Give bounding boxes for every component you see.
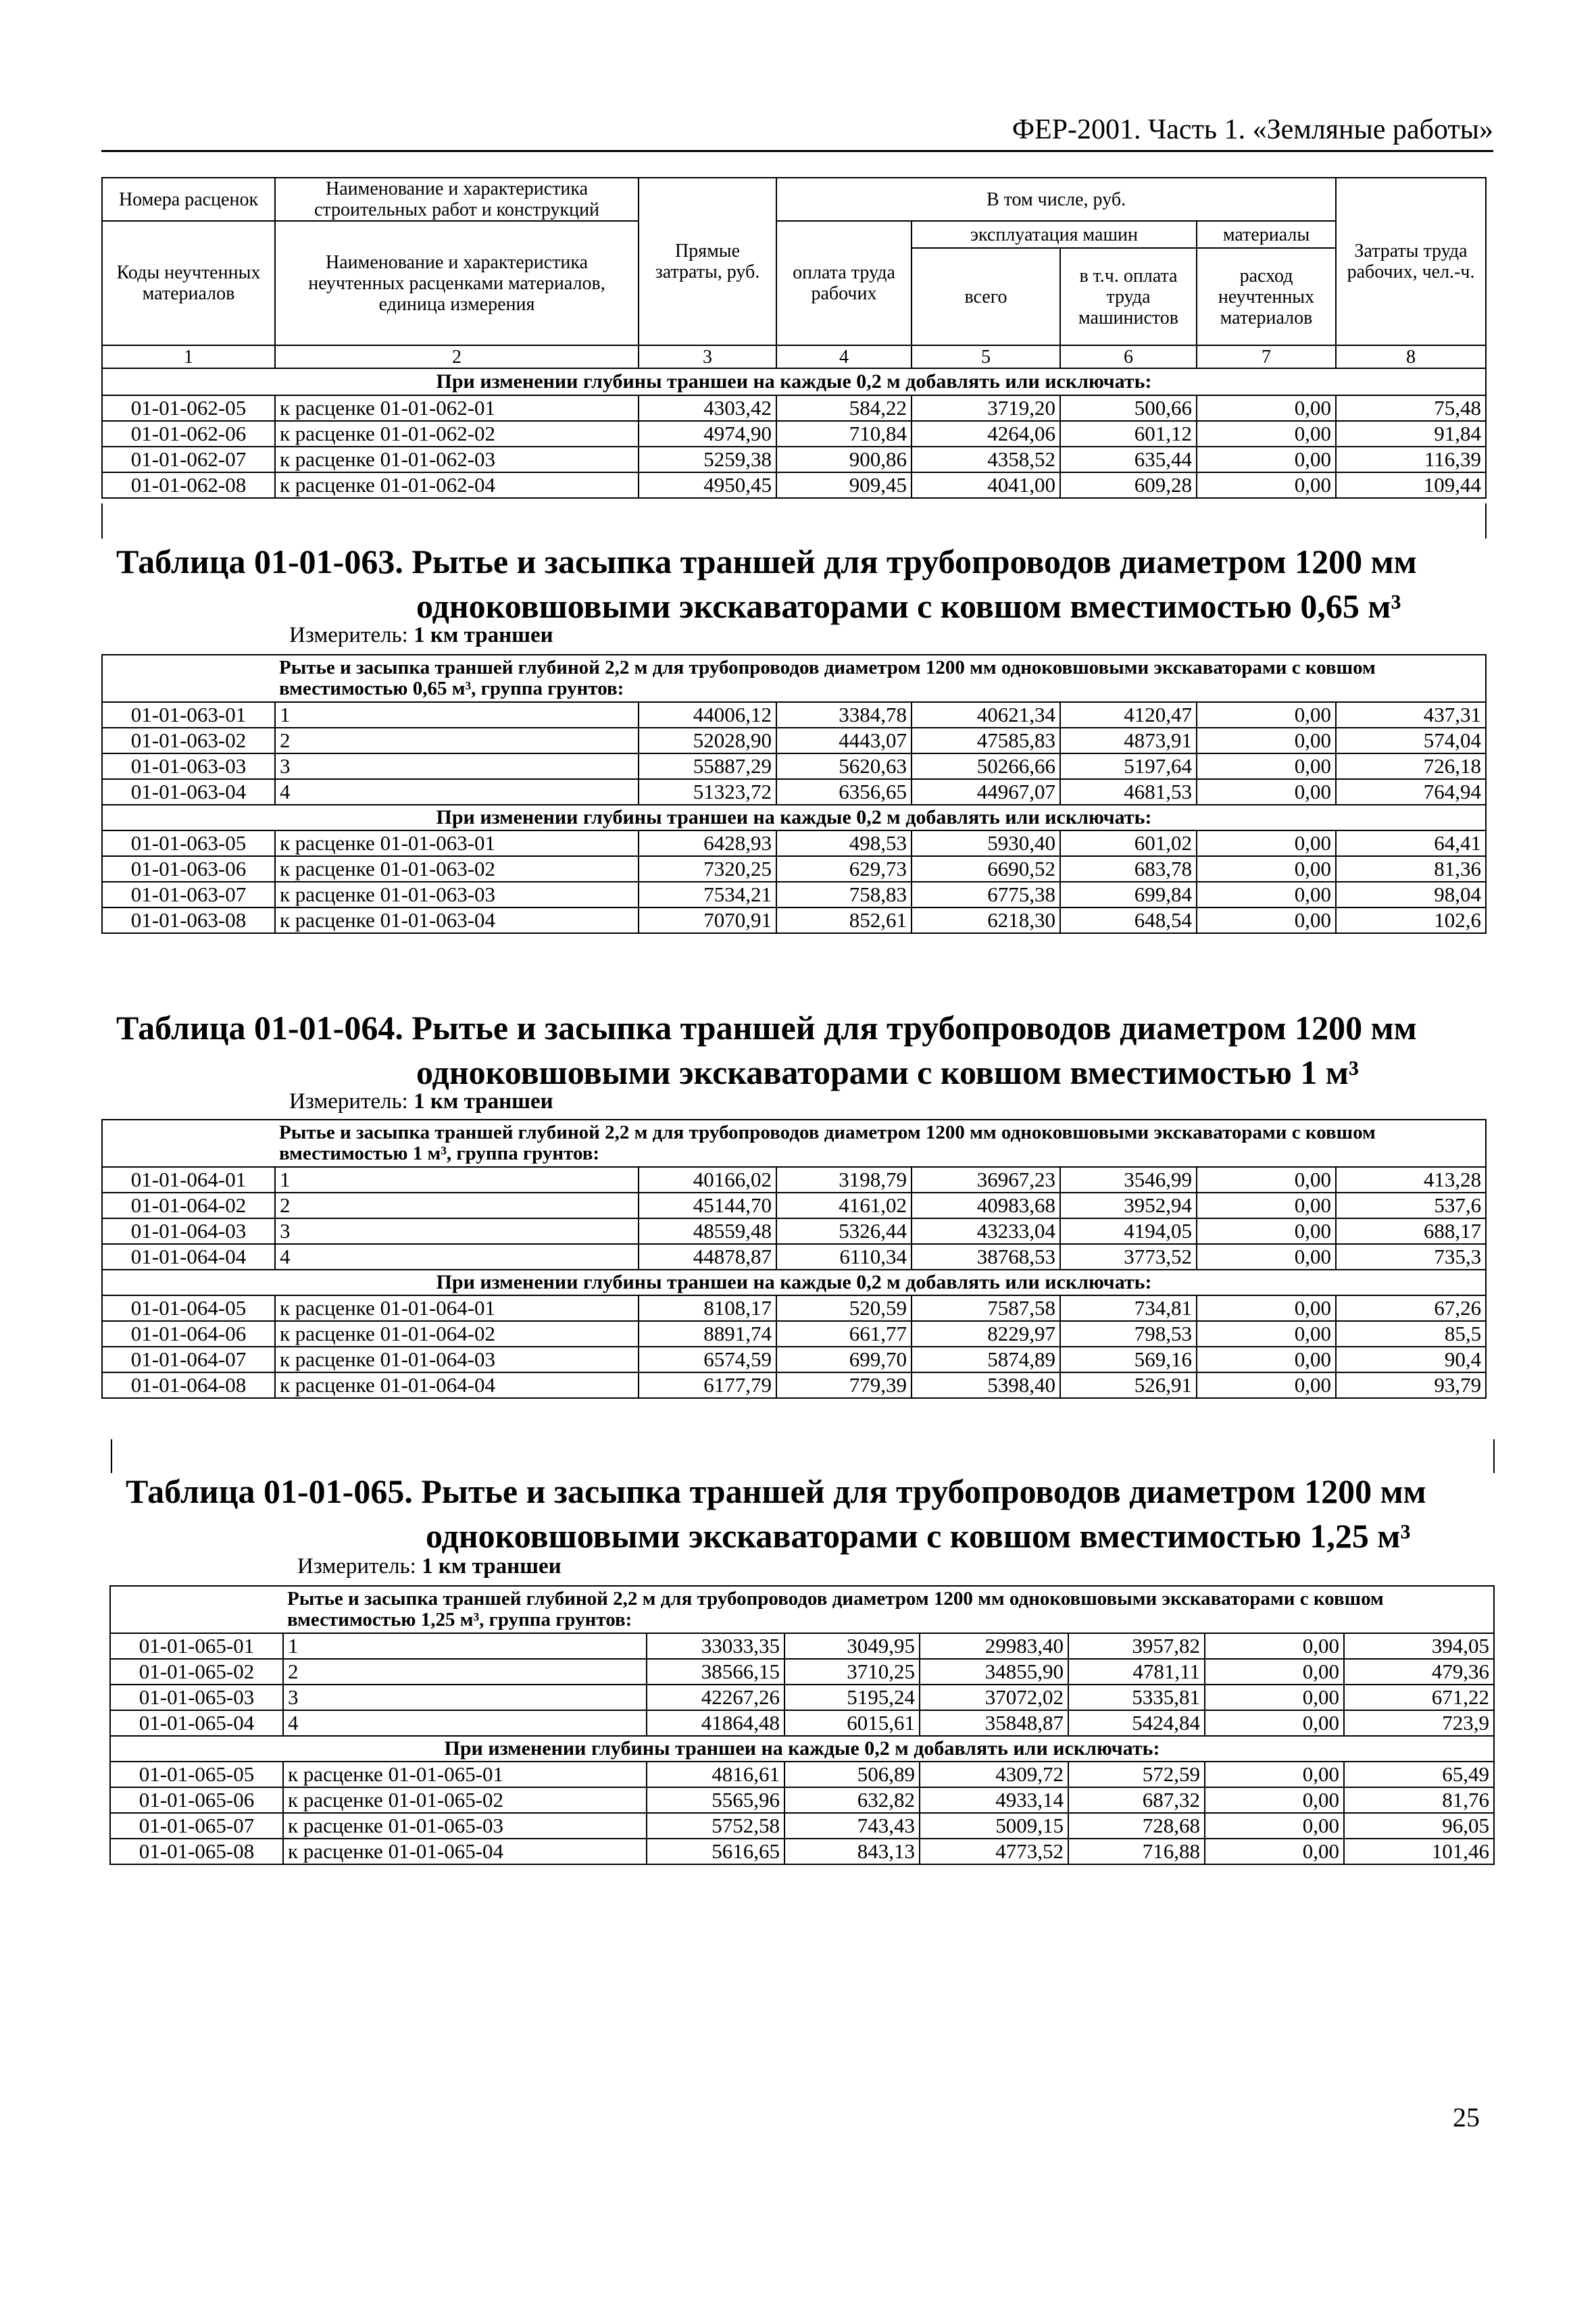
value-cell: 5398,40 xyxy=(912,1372,1060,1398)
value-cell: 0,00 xyxy=(1197,1295,1336,1321)
value-cell: 36967,23 xyxy=(912,1167,1060,1193)
table-row xyxy=(110,1633,1494,1659)
col-header-materials: материалы xyxy=(1197,221,1336,248)
value-cell: 0,00 xyxy=(1197,395,1336,421)
table-01-01-064 xyxy=(101,1119,1487,1399)
rate-name-cell: к расценке 01-01-065-01 xyxy=(283,1762,647,1787)
rate-name-cell: к расценке 01-01-063-01 xyxy=(275,830,639,856)
value-cell: 41864,48 xyxy=(647,1710,784,1736)
table-row xyxy=(102,728,1486,753)
value-cell: 8108,17 xyxy=(639,1295,776,1321)
value-cell: 8229,97 xyxy=(912,1321,1060,1347)
value-cell: 3198,79 xyxy=(776,1167,912,1193)
value-cell: 764,94 xyxy=(1336,779,1486,805)
table-01-01-062 xyxy=(101,177,1487,499)
value-cell: 909,45 xyxy=(776,472,912,498)
col-header-labor-hours: Затраты труда рабочих, чел.-ч. xyxy=(1336,178,1486,345)
value-cell: 6356,65 xyxy=(776,779,912,805)
rate-name-cell: 1 xyxy=(283,1633,647,1659)
value-cell: 735,3 xyxy=(1336,1244,1486,1270)
column-number-row: 1 2 3 4 5 6 7 8 xyxy=(102,345,1486,368)
rate-code-cell: 01-01-065-03 xyxy=(110,1685,283,1710)
value-cell: 0,00 xyxy=(1197,1372,1336,1398)
rate-name-cell: к расценке 01-01-062-03 xyxy=(275,447,639,472)
page-side-line xyxy=(1493,1439,1495,1473)
rate-name-cell: 4 xyxy=(275,1244,639,1270)
rate-name-cell: 1 xyxy=(275,702,639,728)
value-cell: 572,59 xyxy=(1068,1762,1205,1787)
value-cell: 629,73 xyxy=(776,856,912,882)
value-cell: 7534,21 xyxy=(639,882,776,907)
table-row xyxy=(102,907,1486,933)
value-cell: 0,00 xyxy=(1197,1167,1336,1193)
value-cell: 44006,12 xyxy=(639,702,776,728)
value-cell: 6015,61 xyxy=(784,1710,920,1736)
value-cell: 48559,48 xyxy=(639,1218,776,1244)
col-header-rate-numbers: Номера расценок xyxy=(102,178,275,221)
value-cell: 413,28 xyxy=(1336,1167,1486,1193)
value-cell: 0,00 xyxy=(1205,1659,1344,1685)
page-side-line xyxy=(101,503,103,539)
table-row xyxy=(110,1787,1494,1813)
value-cell: 64,41 xyxy=(1336,830,1486,856)
table-row xyxy=(102,421,1486,447)
value-cell: 601,02 xyxy=(1060,830,1197,856)
value-cell: 55887,29 xyxy=(639,753,776,779)
table-title-063: Таблица 01-01-063. Рытье и засыпка траншей для трубопроводов диаметром 1200 мм одноковшовыми экскаваторами с ковшом вместимостью 0,65 м³ xyxy=(116,543,1417,625)
rate-name-cell: 3 xyxy=(283,1685,647,1710)
value-cell: 0,00 xyxy=(1197,856,1336,882)
table-row xyxy=(102,1347,1486,1372)
rate-code-cell: 01-01-064-07 xyxy=(102,1347,275,1372)
table-row xyxy=(102,1295,1486,1321)
value-cell: 5259,38 xyxy=(639,447,776,472)
depth-change-subheader: При изменении глубины траншеи на каждые 0,2 м добавлять или исключать: xyxy=(102,805,1486,830)
value-cell: 33033,35 xyxy=(647,1633,784,1659)
rate-code-cell: 01-01-063-07 xyxy=(102,882,275,907)
rate-code-cell: 01-01-064-03 xyxy=(102,1218,275,1244)
value-cell: 40621,34 xyxy=(912,702,1060,728)
value-cell: 50266,66 xyxy=(912,753,1060,779)
value-cell: 4309,72 xyxy=(920,1762,1068,1787)
running-header: ФЕР-2001. Часть 1. «Земляные работы» xyxy=(1012,114,1493,145)
value-cell: 798,53 xyxy=(1060,1321,1197,1347)
value-cell: 45144,70 xyxy=(639,1193,776,1218)
table-title-065: Таблица 01-01-065. Рытье и засыпка траншей для трубопроводов диаметром 1200 мм одноковшовыми экскаваторами с ковшом вместимостью 1,25 м³ xyxy=(126,1472,1426,1555)
rate-name-cell: 2 xyxy=(283,1659,647,1685)
value-cell: 5752,58 xyxy=(647,1813,784,1839)
rate-name-cell: к расценке 01-01-064-01 xyxy=(275,1295,639,1321)
value-cell: 479,36 xyxy=(1344,1659,1494,1685)
header-rule xyxy=(101,150,1493,152)
depth-change-subheader: При изменении глубины траншеи на каждые 0,2 м добавлять или исключать: xyxy=(110,1736,1494,1762)
col-header-work-name: Наименование и характеристика строительных работ и конструкций xyxy=(275,178,639,221)
value-cell: 7587,58 xyxy=(912,1295,1060,1321)
table-row xyxy=(102,753,1486,779)
value-cell: 5009,15 xyxy=(920,1813,1068,1839)
value-cell: 81,76 xyxy=(1344,1787,1494,1813)
value-cell: 723,9 xyxy=(1344,1710,1494,1736)
value-cell: 0,00 xyxy=(1205,1710,1344,1736)
value-cell: 52028,90 xyxy=(639,728,776,753)
table-row xyxy=(110,1813,1494,1839)
value-cell: 726,18 xyxy=(1336,753,1486,779)
value-cell: 4873,91 xyxy=(1060,728,1197,753)
work-description: Рытье и засыпка траншей глубиной 2,2 м для трубопроводов диаметром 1200 мм одноковшовыми экскаваторами с ковшом вместимостью 1 м³, группа грунтов: xyxy=(275,1120,1486,1167)
value-cell: 728,68 xyxy=(1068,1813,1205,1839)
value-cell: 4816,61 xyxy=(647,1762,784,1787)
value-cell: 743,43 xyxy=(784,1813,920,1839)
col-header-machines-total: всего xyxy=(912,248,1060,345)
value-cell: 900,86 xyxy=(776,447,912,472)
rate-name-cell: к расценке 01-01-064-03 xyxy=(275,1347,639,1372)
table-row xyxy=(110,1710,1494,1736)
rate-name-cell: 2 xyxy=(275,1193,639,1218)
value-cell: 0,00 xyxy=(1197,882,1336,907)
value-cell: 6574,59 xyxy=(639,1347,776,1372)
value-cell: 716,88 xyxy=(1068,1839,1205,1864)
rate-code-cell: 01-01-063-03 xyxy=(102,753,275,779)
value-cell: 5424,84 xyxy=(1068,1710,1205,1736)
value-cell: 43233,04 xyxy=(912,1218,1060,1244)
rate-code-cell: 01-01-065-01 xyxy=(110,1633,283,1659)
value-cell: 3546,99 xyxy=(1060,1167,1197,1193)
table-01-01-063 xyxy=(101,654,1487,934)
rate-code-cell: 01-01-065-02 xyxy=(110,1659,283,1685)
value-cell: 6218,30 xyxy=(912,907,1060,933)
page-side-line xyxy=(1485,503,1487,539)
value-cell: 7070,91 xyxy=(639,907,776,933)
value-cell: 0,00 xyxy=(1205,1685,1344,1710)
value-cell: 109,44 xyxy=(1336,472,1486,498)
value-cell: 6428,93 xyxy=(639,830,776,856)
value-cell: 35848,87 xyxy=(920,1710,1068,1736)
value-cell: 4041,00 xyxy=(912,472,1060,498)
value-cell: 90,4 xyxy=(1336,1347,1486,1372)
value-cell: 38566,15 xyxy=(647,1659,784,1685)
value-cell: 5197,64 xyxy=(1060,753,1197,779)
rate-code-cell: 01-01-065-08 xyxy=(110,1839,283,1864)
page-number: 25 xyxy=(1453,2102,1480,2133)
col-header-material-codes: Коды неучтенных материалов xyxy=(102,221,275,345)
table-row xyxy=(102,1321,1486,1347)
rate-name-cell: к расценке 01-01-063-04 xyxy=(275,907,639,933)
rate-code-cell: 01-01-064-06 xyxy=(102,1321,275,1347)
rate-code-cell: 01-01-065-04 xyxy=(110,1710,283,1736)
value-cell: 671,22 xyxy=(1344,1685,1494,1710)
value-cell: 0,00 xyxy=(1205,1813,1344,1839)
value-cell: 101,46 xyxy=(1344,1839,1494,1864)
value-cell: 5565,96 xyxy=(647,1787,784,1813)
rate-code-cell: 01-01-063-06 xyxy=(102,856,275,882)
rate-code-cell: 01-01-062-07 xyxy=(102,447,275,472)
value-cell: 4950,45 xyxy=(639,472,776,498)
value-cell: 0,00 xyxy=(1197,472,1336,498)
value-cell: 5930,40 xyxy=(912,830,1060,856)
value-cell: 648,54 xyxy=(1060,907,1197,933)
table-row xyxy=(102,1372,1486,1398)
value-cell: 0,00 xyxy=(1197,447,1336,472)
value-cell: 4773,52 xyxy=(920,1839,1068,1864)
value-cell: 40983,68 xyxy=(912,1193,1060,1218)
value-cell: 683,78 xyxy=(1060,856,1197,882)
rate-name-cell: к расценке 01-01-062-01 xyxy=(275,395,639,421)
col-header-worker-pay: оплата труда рабочих xyxy=(776,221,912,345)
depth-change-subheader: При изменении глубины траншеи на каждые 0,2 м добавлять или исключать: xyxy=(102,368,1486,395)
rate-name-cell: к расценке 01-01-064-02 xyxy=(275,1321,639,1347)
rate-code-cell: 01-01-062-08 xyxy=(102,472,275,498)
table-row xyxy=(102,830,1486,856)
value-cell: 526,91 xyxy=(1060,1372,1197,1398)
value-cell: 609,28 xyxy=(1060,472,1197,498)
value-cell: 4358,52 xyxy=(912,447,1060,472)
value-cell: 67,26 xyxy=(1336,1295,1486,1321)
meter-063: Измеритель: 1 км траншеи xyxy=(289,623,553,647)
value-cell: 0,00 xyxy=(1205,1839,1344,1864)
col-header-material-name: Наименование и характеристика неучтенных расценками материалов, единица измерения xyxy=(275,221,639,345)
value-cell: 4681,53 xyxy=(1060,779,1197,805)
table-title-064: Таблица 01-01-064. Рытье и засыпка траншей для трубопроводов диаметром 1200 мм одноковшовыми экскаваторами с ковшом вместимостью 1 м³ xyxy=(116,1009,1417,1091)
col-header-machines: эксплуатация машин xyxy=(912,221,1197,248)
value-cell: 0,00 xyxy=(1205,1787,1344,1813)
meter-065: Измеритель: 1 км траншеи xyxy=(297,1554,562,1578)
rate-name-cell: 4 xyxy=(275,779,639,805)
rate-code-cell: 01-01-063-04 xyxy=(102,779,275,805)
rate-code-cell: 01-01-064-05 xyxy=(102,1295,275,1321)
rate-name-cell: 4 xyxy=(283,1710,647,1736)
value-cell: 3719,20 xyxy=(912,395,1060,421)
value-cell: 5616,65 xyxy=(647,1839,784,1864)
table-row xyxy=(102,472,1486,498)
value-cell: 0,00 xyxy=(1205,1633,1344,1659)
table-row xyxy=(110,1685,1494,1710)
value-cell: 0,00 xyxy=(1197,753,1336,779)
value-cell: 584,22 xyxy=(776,395,912,421)
rate-name-cell: 1 xyxy=(275,1167,639,1193)
value-cell: 91,84 xyxy=(1336,421,1486,447)
value-cell: 51323,72 xyxy=(639,779,776,805)
value-cell: 44967,07 xyxy=(912,779,1060,805)
value-cell: 537,6 xyxy=(1336,1193,1486,1218)
value-cell: 116,39 xyxy=(1336,447,1486,472)
value-cell: 3952,94 xyxy=(1060,1193,1197,1218)
rate-name-cell: к расценке 01-01-063-03 xyxy=(275,882,639,907)
value-cell: 632,82 xyxy=(784,1787,920,1813)
value-cell: 4781,11 xyxy=(1068,1659,1205,1685)
value-cell: 0,00 xyxy=(1197,728,1336,753)
value-cell: 520,59 xyxy=(776,1295,912,1321)
value-cell: 569,16 xyxy=(1060,1347,1197,1372)
rate-code-cell: 01-01-064-08 xyxy=(102,1372,275,1398)
value-cell: 44878,87 xyxy=(639,1244,776,1270)
value-cell: 0,00 xyxy=(1197,1218,1336,1244)
value-cell: 42267,26 xyxy=(647,1685,784,1710)
value-cell: 81,36 xyxy=(1336,856,1486,882)
value-cell: 38768,53 xyxy=(912,1244,1060,1270)
table-row xyxy=(102,447,1486,472)
table-row xyxy=(102,882,1486,907)
value-cell: 0,00 xyxy=(1197,702,1336,728)
rate-code-cell: 01-01-064-01 xyxy=(102,1167,275,1193)
value-cell: 4120,47 xyxy=(1060,702,1197,728)
col-header-operator-pay: в т.ч. оплата труда машинистов xyxy=(1060,248,1197,345)
value-cell: 852,61 xyxy=(776,907,912,933)
rate-name-cell: 2 xyxy=(275,728,639,753)
value-cell: 0,00 xyxy=(1197,1347,1336,1372)
value-cell: 3957,82 xyxy=(1068,1633,1205,1659)
table-row xyxy=(102,779,1486,805)
rate-code-cell: 01-01-065-05 xyxy=(110,1762,283,1787)
rate-name-cell: к расценке 01-01-065-04 xyxy=(283,1839,647,1864)
value-cell: 498,53 xyxy=(776,830,912,856)
value-cell: 394,05 xyxy=(1344,1633,1494,1659)
rate-code-cell: 01-01-063-05 xyxy=(102,830,275,856)
work-description: Рытье и засыпка траншей глубиной 2,2 м для трубопроводов диаметром 1200 мм одноковшовыми экскаваторами с ковшом вместимостью 0,65 м³, группа грунтов: xyxy=(275,655,1486,702)
value-cell: 843,13 xyxy=(784,1839,920,1864)
value-cell: 687,32 xyxy=(1068,1787,1205,1813)
rate-code-cell: 01-01-063-08 xyxy=(102,907,275,933)
value-cell: 3773,52 xyxy=(1060,1244,1197,1270)
rate-name-cell: к расценке 01-01-063-02 xyxy=(275,856,639,882)
col-header-direct-costs: Прямые затраты, руб. xyxy=(639,178,776,345)
value-cell: 0,00 xyxy=(1205,1762,1344,1787)
rate-name-cell: к расценке 01-01-062-02 xyxy=(275,421,639,447)
value-cell: 0,00 xyxy=(1197,779,1336,805)
value-cell: 29983,40 xyxy=(920,1633,1068,1659)
value-cell: 4303,42 xyxy=(639,395,776,421)
table-row xyxy=(102,702,1486,728)
rate-code-cell: 01-01-064-02 xyxy=(102,1193,275,1218)
value-cell: 102,6 xyxy=(1336,907,1486,933)
rate-name-cell: 3 xyxy=(275,753,639,779)
value-cell: 75,48 xyxy=(1336,395,1486,421)
rate-code-cell: 01-01-063-01 xyxy=(102,702,275,728)
rate-name-cell: к расценке 01-01-065-02 xyxy=(283,1787,647,1813)
value-cell: 5620,63 xyxy=(776,753,912,779)
value-cell: 506,89 xyxy=(784,1762,920,1787)
value-cell: 779,39 xyxy=(776,1372,912,1398)
table-row xyxy=(110,1659,1494,1685)
value-cell: 37072,02 xyxy=(920,1685,1068,1710)
value-cell: 4161,02 xyxy=(776,1193,912,1218)
rate-code-cell: 01-01-062-06 xyxy=(102,421,275,447)
table-row xyxy=(102,1193,1486,1218)
value-cell: 5335,81 xyxy=(1068,1685,1205,1710)
table-row xyxy=(102,1218,1486,1244)
value-cell: 0,00 xyxy=(1197,830,1336,856)
value-cell: 710,84 xyxy=(776,421,912,447)
table-row xyxy=(102,856,1486,882)
meter-064: Измеритель: 1 км траншеи xyxy=(289,1089,553,1114)
rate-code-cell: 01-01-064-04 xyxy=(102,1244,275,1270)
value-cell: 699,70 xyxy=(776,1347,912,1372)
value-cell: 6690,52 xyxy=(912,856,1060,882)
value-cell: 34855,90 xyxy=(920,1659,1068,1685)
table-row xyxy=(102,1167,1486,1193)
rate-code-cell: 01-01-063-02 xyxy=(102,728,275,753)
value-cell: 3710,25 xyxy=(784,1659,920,1685)
value-cell: 93,79 xyxy=(1336,1372,1486,1398)
value-cell: 734,81 xyxy=(1060,1295,1197,1321)
value-cell: 6110,34 xyxy=(776,1244,912,1270)
rate-name-cell: к расценке 01-01-065-03 xyxy=(283,1813,647,1839)
table-row xyxy=(102,395,1486,421)
table-row xyxy=(110,1762,1494,1787)
value-cell: 0,00 xyxy=(1197,1321,1336,1347)
value-cell: 8891,74 xyxy=(639,1321,776,1347)
value-cell: 4264,06 xyxy=(912,421,1060,447)
table-row xyxy=(102,1244,1486,1270)
value-cell: 98,04 xyxy=(1336,882,1486,907)
value-cell: 85,5 xyxy=(1336,1321,1486,1347)
value-cell: 0,00 xyxy=(1197,907,1336,933)
rate-name-cell: 3 xyxy=(275,1218,639,1244)
work-description: Рытье и засыпка траншей глубиной 2,2 м для трубопроводов диаметром 1200 мм одноковшовыми экскаваторами с ковшом вместимостью 1,25 м³, группа грунтов: xyxy=(283,1586,1494,1633)
table-01-01-065 xyxy=(109,1585,1495,1865)
rate-name-cell: к расценке 01-01-064-04 xyxy=(275,1372,639,1398)
value-cell: 65,49 xyxy=(1344,1762,1494,1787)
value-cell: 96,05 xyxy=(1344,1813,1494,1839)
value-cell: 40166,02 xyxy=(639,1167,776,1193)
value-cell: 635,44 xyxy=(1060,447,1197,472)
value-cell: 3049,95 xyxy=(784,1633,920,1659)
value-cell: 5874,89 xyxy=(912,1347,1060,1372)
value-cell: 688,17 xyxy=(1336,1218,1486,1244)
value-cell: 758,83 xyxy=(776,882,912,907)
value-cell: 6775,38 xyxy=(912,882,1060,907)
page-side-line xyxy=(111,1439,112,1473)
rate-code-cell: 01-01-065-06 xyxy=(110,1787,283,1813)
value-cell: 4974,90 xyxy=(639,421,776,447)
value-cell: 47585,83 xyxy=(912,728,1060,753)
table-row xyxy=(110,1839,1494,1864)
value-cell: 4933,14 xyxy=(920,1787,1068,1813)
value-cell: 500,66 xyxy=(1060,395,1197,421)
value-cell: 4443,07 xyxy=(776,728,912,753)
value-cell: 0,00 xyxy=(1197,1244,1336,1270)
value-cell: 4194,05 xyxy=(1060,1218,1197,1244)
value-cell: 601,12 xyxy=(1060,421,1197,447)
value-cell: 5326,44 xyxy=(776,1218,912,1244)
rate-code-cell: 01-01-062-05 xyxy=(102,395,275,421)
value-cell: 437,31 xyxy=(1336,702,1486,728)
value-cell: 699,84 xyxy=(1060,882,1197,907)
depth-change-subheader: При изменении глубины траншеи на каждые 0,2 м добавлять или исключать: xyxy=(102,1270,1486,1295)
value-cell: 0,00 xyxy=(1197,421,1336,447)
value-cell: 0,00 xyxy=(1197,1193,1336,1218)
col-header-in-total: В том числе, руб. xyxy=(776,178,1336,221)
rate-name-cell: к расценке 01-01-062-04 xyxy=(275,472,639,498)
rate-code-cell: 01-01-065-07 xyxy=(110,1813,283,1839)
value-cell: 6177,79 xyxy=(639,1372,776,1398)
value-cell: 7320,25 xyxy=(639,856,776,882)
col-header-material-consumption: расход неучтенных материалов xyxy=(1197,248,1336,345)
value-cell: 574,04 xyxy=(1336,728,1486,753)
value-cell: 3384,78 xyxy=(776,702,912,728)
value-cell: 5195,24 xyxy=(784,1685,920,1710)
value-cell: 661,77 xyxy=(776,1321,912,1347)
